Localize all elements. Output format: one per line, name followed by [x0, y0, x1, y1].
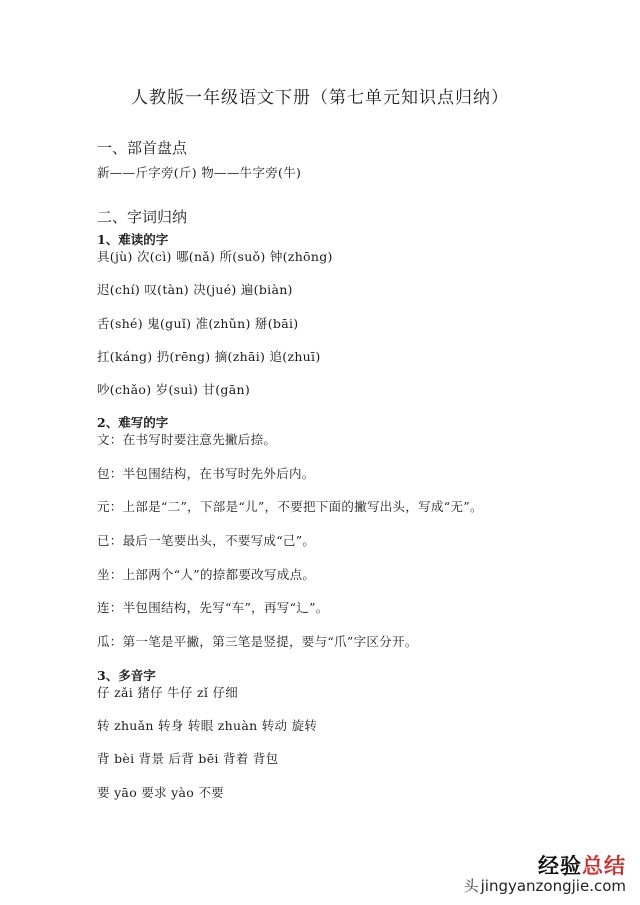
- hard-read-line: 舌(shé) 鬼(guǐ) 准(zhǔn) 掰(bāi): [97, 316, 299, 331]
- hard-write-line: 文：在书写时要注意先撇后捺。: [97, 432, 277, 447]
- polyphone-line: 背 bèi 背景 后背 bēi 背着 背包: [97, 751, 279, 766]
- hard-write-line: 已：最后一笔要出头，不要写成“己”。: [97, 533, 316, 548]
- hard-write-line: 连：半包围结构，先写“车”，再写“辶”。: [97, 600, 329, 615]
- watermark-url: jingyanzongjie.com: [480, 877, 626, 895]
- radicals-line: 新——斤字旁(斤) 物——牛字旁(牛): [97, 165, 302, 180]
- subheading-hard-to-read: 1、难读的字: [97, 232, 169, 247]
- hard-read-line: 迟(chí) 叹(tàn) 决(jué) 遍(biàn): [97, 282, 293, 297]
- watermark-brand: [464, 855, 626, 877]
- hard-read-line: 吵(chǎo) 岁(suì) 甘(gān): [97, 382, 251, 397]
- subheading-polyphones: 3、多音字: [97, 668, 156, 683]
- watermark-brand-part1: 经验: [538, 854, 582, 878]
- watermark-prefix: 头: [463, 877, 479, 895]
- subheading-hard-to-write: 2、难写的字: [97, 415, 169, 430]
- watermark: [464, 855, 626, 895]
- watermark-url-line: [464, 877, 626, 895]
- hard-write-line: 坐：上部两个“人”的捺都要改写成点。: [97, 567, 316, 582]
- section-heading-radicals: 一、部首盘点: [97, 139, 188, 157]
- polyphone-line: 要 yāo 要求 yào 不要: [97, 785, 224, 800]
- watermark-brand-part2: 总结: [582, 854, 626, 878]
- hard-write-line: 瓜：第一笔是平撇，第三笔是竖提，要与“爪”字区分开。: [97, 634, 418, 649]
- polyphone-line: 仔 zǎi 猪仔 牛仔 zǐ 仔细: [97, 685, 239, 700]
- hard-write-line: 元：上部是“二”，下部是“儿”，不要把下面的撇写出头，写成“无”。: [97, 499, 483, 514]
- hard-write-line: 包：半包围结构，在书写时先外后内。: [97, 466, 315, 481]
- page-title: 人教版一年级语文下册（第七单元知识点归纳）: [131, 88, 509, 108]
- hard-read-line: 具(jù) 次(cì) 哪(nǎ) 所(suǒ) 钟(zhōng): [97, 249, 333, 264]
- hard-read-line: 扛(káng) 扔(rēng) 摘(zhāi) 追(zhuī): [97, 349, 321, 364]
- section-heading-words: 二、字词归纳: [97, 208, 188, 226]
- polyphone-line: 转 zhuǎn 转身 转眼 zhuàn 转动 旋转: [97, 718, 318, 733]
